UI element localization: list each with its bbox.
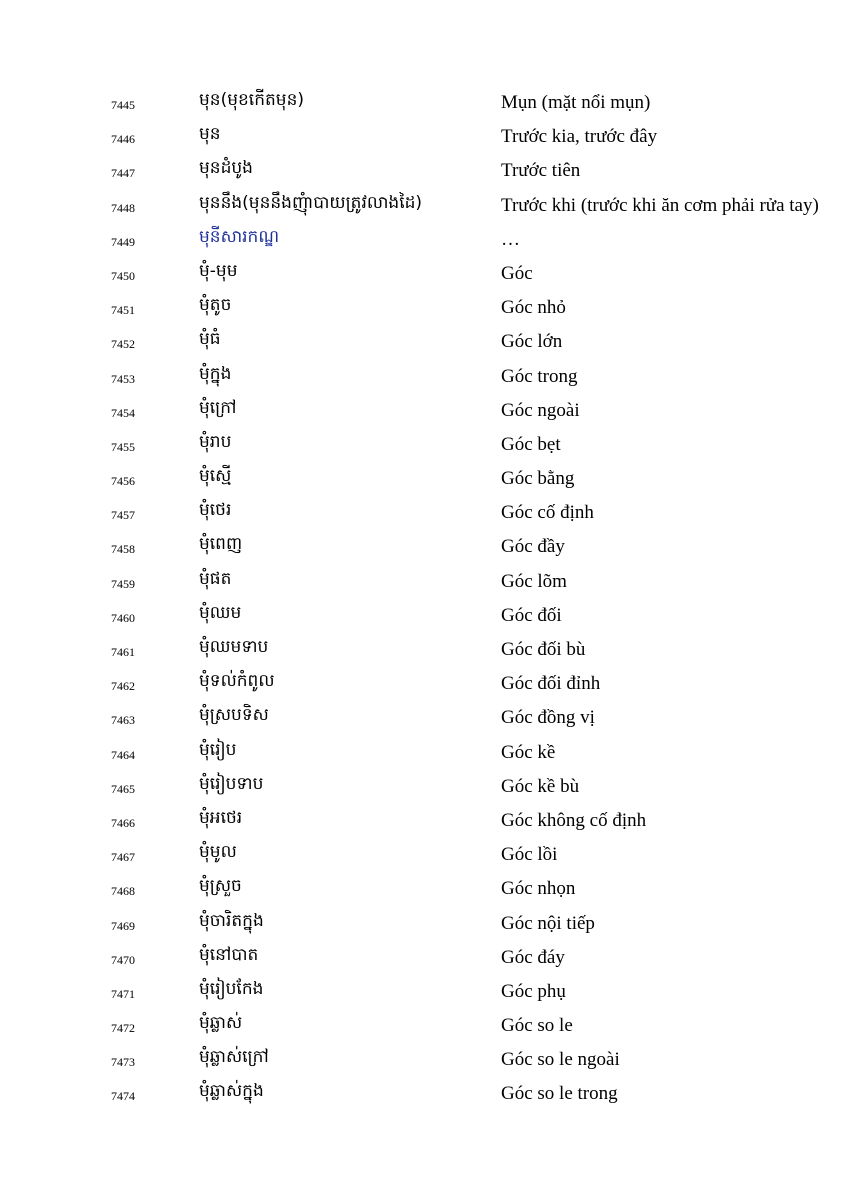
entry-number: 7466	[111, 815, 135, 830]
entry-number: 7452	[111, 337, 135, 352]
list-item	[0, 191, 848, 225]
entry-number: 7446	[111, 132, 135, 147]
khmer-term: មុំផត	[199, 568, 232, 589]
vietnamese-translation: Góc nhỏ	[501, 297, 566, 319]
list-item	[0, 601, 848, 635]
vietnamese-translation: Góc đầy	[501, 536, 565, 558]
vietnamese-translation: Góc bằng	[501, 468, 575, 490]
vietnamese-translation: Góc phụ	[501, 980, 566, 1002]
vietnamese-translation: Góc bẹt	[501, 433, 561, 455]
vietnamese-translation: Góc đối đỉnh	[501, 673, 601, 695]
vietnamese-translation: Góc kề	[501, 741, 556, 763]
list-item	[0, 703, 848, 737]
entry-number: 7456	[111, 474, 135, 489]
entry-number: 7462	[111, 679, 135, 694]
khmer-term: មុំឆ្លាស់ក្នុង	[199, 1081, 264, 1102]
khmer-term: មុនដំបូង	[199, 158, 253, 179]
entry-number: 7451	[111, 303, 135, 318]
list-item	[0, 362, 848, 396]
khmer-term: មុំស្របទិស	[199, 705, 269, 726]
list-item	[0, 430, 848, 464]
list-item	[0, 156, 848, 190]
khmer-term: មុំក្នុង	[199, 363, 232, 384]
entry-number: 7472	[111, 1021, 135, 1036]
entry-number: 7455	[111, 439, 135, 454]
vietnamese-translation: Trước tiên	[501, 160, 581, 182]
entry-number: 7445	[111, 98, 135, 112]
khmer-term: មុំ-មុម	[199, 260, 238, 281]
entry-number: 7463	[111, 713, 135, 728]
vietnamese-translation: Góc kề bù	[501, 775, 580, 797]
entry-number: 7457	[111, 508, 135, 523]
entry-list	[0, 88, 848, 1114]
list-item	[0, 806, 848, 840]
vietnamese-translation: Trước khi (trước khi ăn cơm phải rửa tay)	[501, 194, 819, 216]
list-item	[0, 327, 848, 361]
entry-number: 7473	[111, 1055, 135, 1070]
khmer-term: មុំរៀប	[199, 739, 237, 760]
list-item	[0, 772, 848, 806]
entry-number: 7471	[111, 986, 135, 1001]
vietnamese-translation: …	[501, 228, 520, 250]
list-item	[0, 498, 848, 532]
list-item	[0, 88, 848, 122]
entry-number: 7460	[111, 610, 135, 625]
list-item	[0, 396, 848, 430]
entry-number: 7461	[111, 645, 135, 659]
vietnamese-translation: Góc ngoài	[501, 399, 580, 421]
khmer-term: មុំធំ	[199, 329, 221, 350]
khmer-term: មុំមូល	[199, 842, 237, 863]
vietnamese-translation: Góc so le	[501, 1015, 573, 1037]
list-item	[0, 1079, 848, 1113]
khmer-term: មុំស្រួច	[199, 876, 242, 897]
khmer-term: មុំរៀបទាប	[199, 773, 264, 794]
vietnamese-translation: Góc	[501, 262, 533, 284]
entry-number: 7459	[111, 576, 135, 591]
khmer-term: មុំរៀបកែង	[199, 978, 264, 999]
list-item	[0, 977, 848, 1011]
entry-number: 7454	[111, 405, 135, 420]
entry-number: 7470	[111, 952, 135, 967]
entry-number: 7465	[111, 781, 135, 796]
vietnamese-translation: Góc đối	[501, 604, 562, 626]
khmer-term: មុំថេរ	[199, 500, 232, 521]
list-item	[0, 669, 848, 703]
list-item	[0, 874, 848, 908]
khmer-term: មុននឹង(មុននឹងញុំាបាយត្រូវលាងដៃ)	[199, 192, 423, 213]
khmer-term: មុំពេញ	[199, 534, 243, 555]
vietnamese-translation: Góc nhọn	[501, 878, 576, 900]
list-item	[0, 567, 848, 601]
list-item	[0, 532, 848, 566]
entry-number: 7448	[111, 200, 135, 215]
entry-number: 7474	[111, 1089, 135, 1104]
list-item	[0, 122, 848, 156]
vietnamese-translation: Mụn (mặt nổi mụn)	[501, 92, 651, 113]
entry-number: 7449	[111, 234, 135, 249]
vietnamese-translation: Góc không cố định	[501, 809, 647, 831]
entry-number: 7464	[111, 747, 135, 762]
list-item	[0, 738, 848, 772]
vietnamese-translation: Góc so le ngoài	[501, 1049, 620, 1071]
list-item	[0, 635, 848, 669]
khmer-term: មុំអថេរ	[199, 807, 243, 828]
khmer-term: មុន(មុខកើតមុន)	[199, 90, 304, 110]
khmer-term: មុំឈមទាប	[199, 637, 269, 657]
khmer-term: មុំឆ្លាស់ក្រៅ	[199, 1047, 269, 1068]
list-item	[0, 225, 848, 259]
vietnamese-translation: Góc đối bù	[501, 639, 586, 660]
list-item	[0, 1045, 848, 1079]
vietnamese-translation: Trước kia, trước đây	[501, 126, 658, 148]
entry-number: 7458	[111, 542, 135, 557]
khmer-term: មុំនៅបាត	[199, 944, 259, 965]
khmer-term-link[interactable]: មុនីសារកណ្ឌ	[199, 226, 280, 247]
entry-number: 7447	[111, 166, 135, 181]
khmer-term: មុំរាប	[199, 431, 232, 452]
entry-number: 7450	[111, 268, 135, 283]
khmer-term: មុន	[199, 124, 221, 145]
list-item	[0, 1011, 848, 1045]
vietnamese-translation: Góc đồng vị	[501, 707, 595, 729]
khmer-term: មុំក្រៅ	[199, 397, 237, 418]
vietnamese-translation: Góc trong	[501, 365, 578, 387]
list-item	[0, 840, 848, 874]
entry-number: 7453	[111, 371, 135, 386]
list-item	[0, 293, 848, 327]
list-item	[0, 464, 848, 498]
list-item	[0, 943, 848, 977]
khmer-term: មុំតូច	[199, 295, 232, 316]
khmer-term: មុំឈម	[199, 602, 242, 623]
vietnamese-translation: Góc lớn	[501, 331, 563, 353]
entry-number: 7467	[111, 850, 135, 865]
khmer-term: មុំស្មើ	[199, 466, 232, 487]
list-item	[0, 259, 848, 293]
entry-number: 7468	[111, 884, 135, 899]
vietnamese-translation: Góc lồi	[501, 844, 558, 866]
vietnamese-translation: Góc cố định	[501, 502, 594, 524]
khmer-term: មុំឆ្លាស់	[199, 1013, 243, 1034]
khmer-term: មុំទល់កំពូល	[199, 671, 275, 692]
vietnamese-translation: Góc đáy	[501, 946, 565, 968]
list-item	[0, 909, 848, 943]
vietnamese-translation: Góc lõm	[501, 570, 567, 592]
dictionary-page	[0, 88, 848, 1114]
khmer-term: មុំចារិតក្នុង	[199, 910, 264, 931]
vietnamese-translation: Góc so le trong	[501, 1083, 618, 1105]
entry-number: 7469	[111, 918, 135, 933]
vietnamese-translation: Góc nội tiếp	[501, 912, 595, 934]
